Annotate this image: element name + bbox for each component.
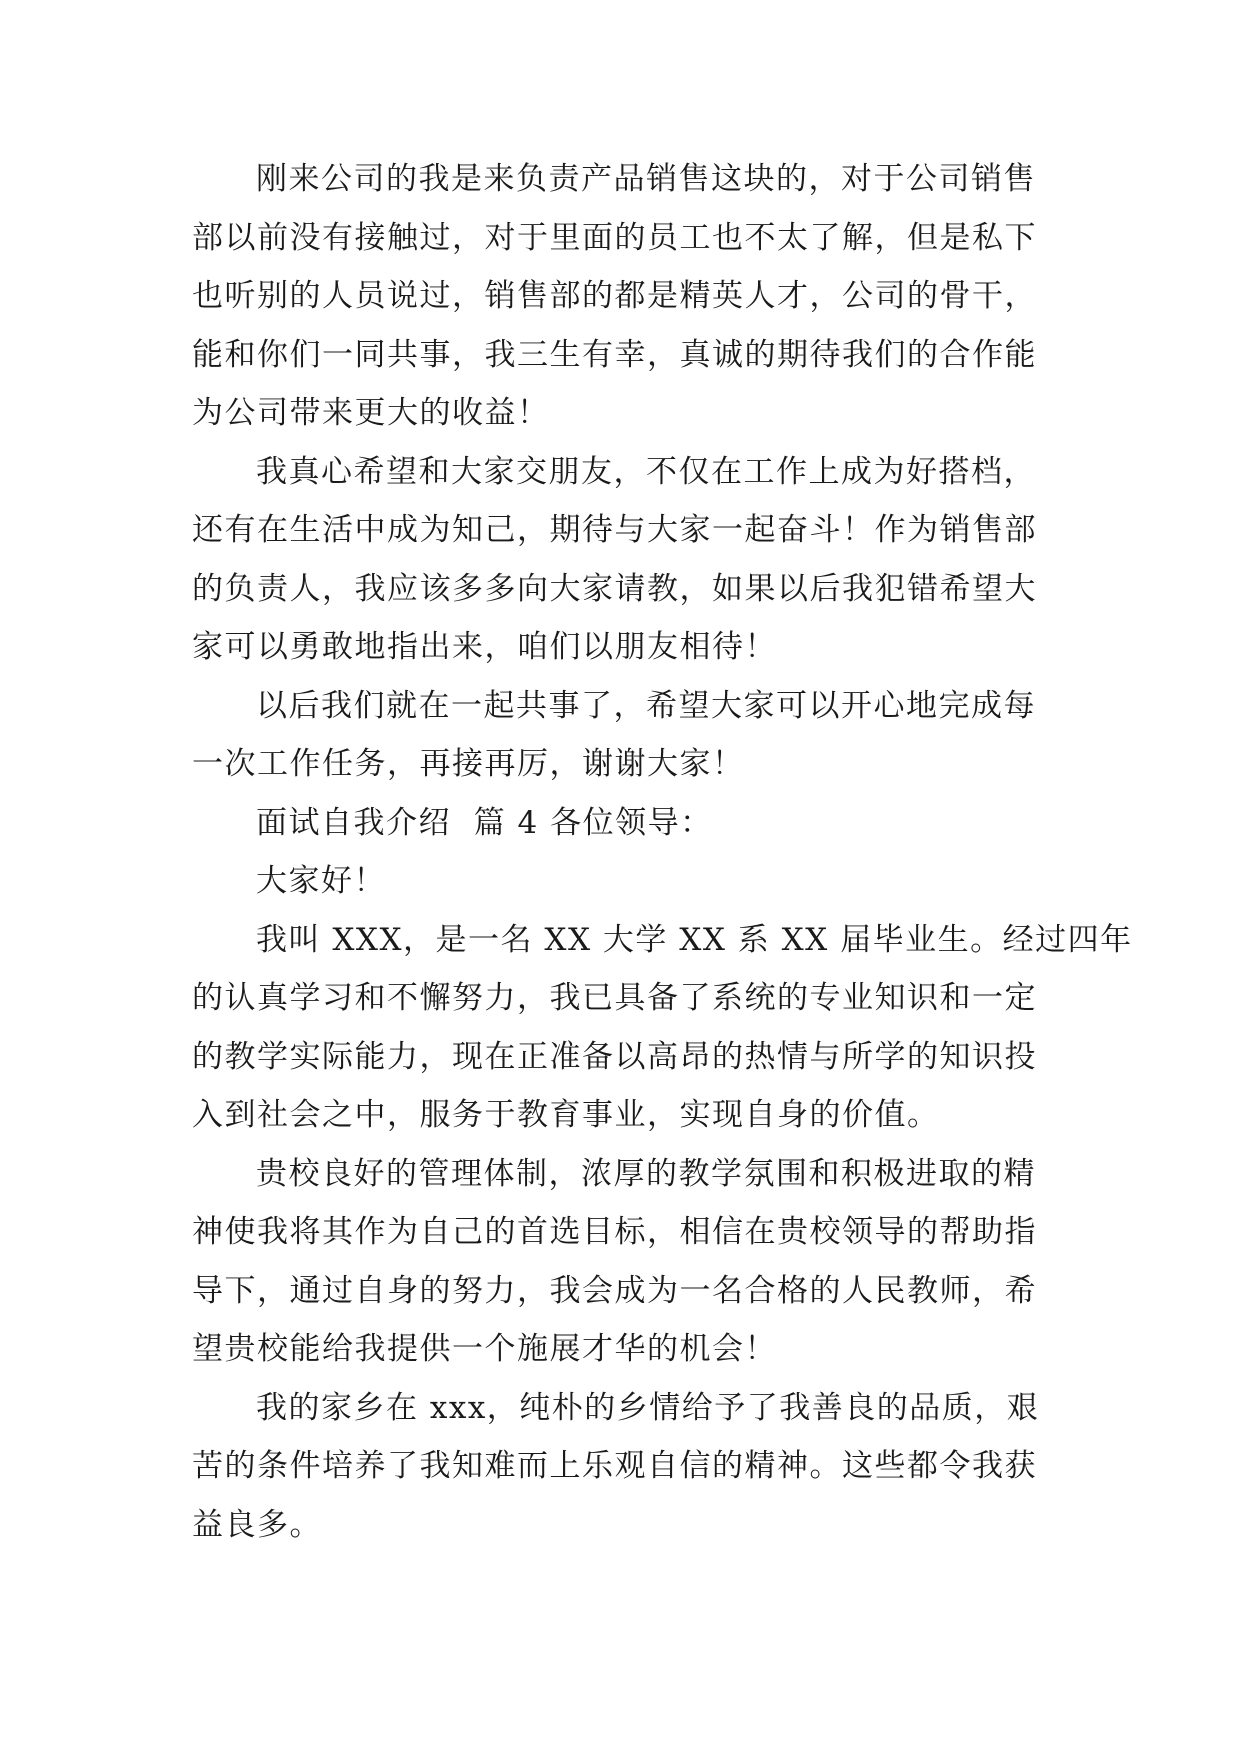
text-line: 神使我将其作为自己的首选目标，相信在贵校领导的帮助指 [192, 1214, 1037, 1250]
text-line: 能和你们一同共事，我三生有幸，真诚的期待我们的合作能 [192, 336, 1037, 373]
text-line: 的教学实际能力，现在正准备以高昂的热情与所学的知识投 [192, 1038, 1037, 1075]
text-line: 家可以勇敢地指出来，咱们以朋友相待！ [192, 629, 777, 665]
text-line: 望贵校能给我提供一个施展才华的机会！ [192, 1331, 777, 1367]
text-line: 我的家乡在 xxx，纯朴的乡情给予了我善良的品质，艰 [256, 1389, 1040, 1426]
text-line: 益良多。 [192, 1506, 322, 1543]
text-line: 贵校良好的管理体制，浓厚的教学氛围和积极进取的精 [256, 1155, 1036, 1192]
greeting-line: 大家好！ [256, 863, 386, 899]
text-line: 我真心希望和大家交朋友，不仅在工作上成为好搭档， [256, 453, 1036, 490]
text-line: 的认真学习和不懈努力，我已具备了系统的专业知识和一定 [192, 980, 1037, 1016]
text-line: 为公司带来更大的收益！ [192, 395, 550, 431]
text-line: 也听别的人员说过，销售部的都是精英人才，公司的骨干， [192, 278, 1037, 314]
text-line: 以后我们就在一起共事了，希望大家可以开心地完成每 [256, 687, 1036, 724]
document-page [192, 150, 1133, 1554]
text-line: 刚来公司的我是来负责产品销售这块的，对于公司销售 [256, 161, 1036, 197]
text-line: 导下，通过自身的努力，我会成为一名合格的人民教师，希 [192, 1272, 1037, 1309]
text-line: 苦的条件培养了我知难而上乐观自信的精神。这些都令我获 [192, 1448, 1037, 1484]
section-heading: 面试自我介绍 篇 4 各位领导： [256, 804, 713, 841]
text-line: 入到社会之中，服务于教育事业，实现自身的价值。 [192, 1097, 940, 1133]
text-line: 部以前没有接触过，对于里面的员工也不太了解，但是私下 [192, 219, 1037, 256]
text-line: 一次工作任务，再接再厉，谢谢大家！ [192, 746, 745, 782]
text-line: 还有在生活中成为知己，期待与大家一起奋斗！作为销售部 [192, 512, 1037, 548]
text-line: 我叫 XXX，是一名 XX 大学 XX 系 XX 届毕业生。经过四年 [256, 921, 1133, 958]
text-line: 的负责人，我应该多多向大家请教，如果以后我犯错希望大 [192, 570, 1037, 607]
